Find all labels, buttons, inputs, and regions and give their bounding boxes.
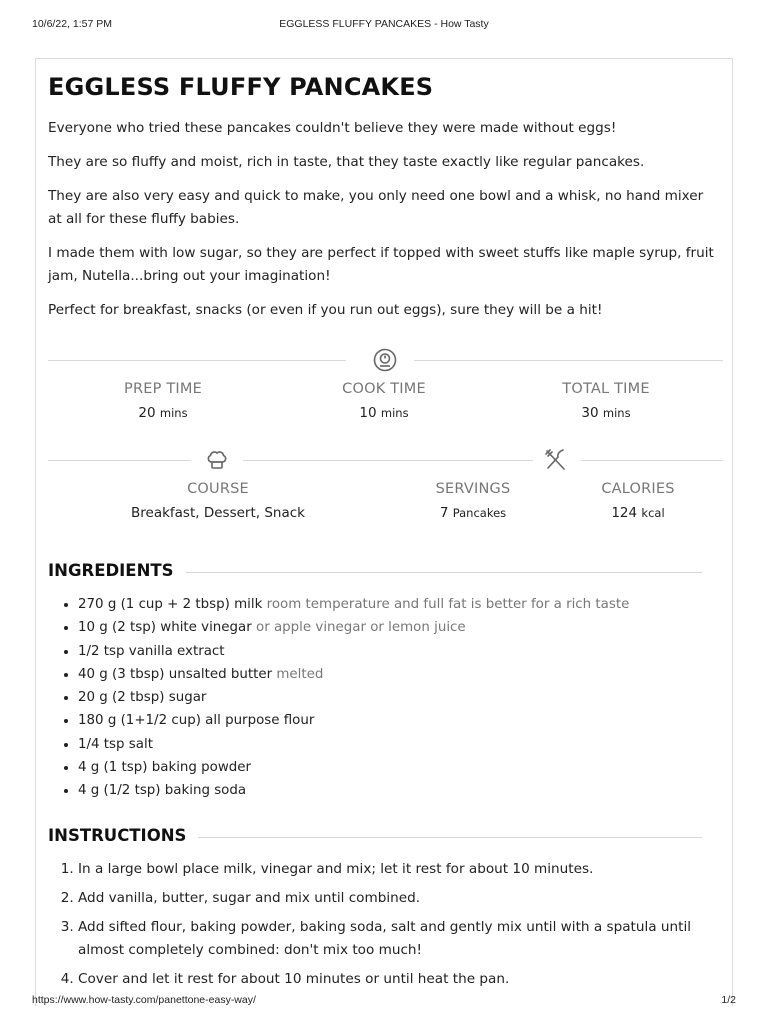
total-time-value: [531, 405, 681, 421]
prep-time: [88, 381, 238, 421]
details-divider: [48, 447, 720, 473]
ingredient-item: [78, 756, 720, 779]
ingredient-item: [78, 640, 720, 663]
section-rule: [178, 572, 702, 573]
ingredient-text: 270 g (1 cup + 2 tbsp) milk: [78, 597, 263, 612]
instruction-step: 3. Add sifted flour, baking powder, baking soda, salt and gently mix until with a spatula until almost completely combined: don't mix too much!: [78, 916, 714, 962]
course-label: COURSE: [187, 481, 249, 497]
ingredient-note: melted: [276, 666, 324, 682]
print-date: 10/6/22, 1:57 PM: [32, 18, 112, 30]
divider-line: [581, 460, 723, 461]
total-time-number: 30: [581, 405, 599, 421]
prep-time-value: [88, 405, 238, 421]
ingredient-item: [78, 663, 720, 686]
instruction-step: 1. In a large bowl place milk, vinegar and mix; let it rest for about 10 minutes.: [78, 858, 714, 881]
ingredient-text: 4 g (1 tsp) baking powder: [78, 760, 252, 776]
divider-line: [414, 360, 723, 361]
instructions-list: [48, 858, 714, 997]
servings-label: SERVINGS: [435, 481, 511, 497]
recipe-title: EGGLESS FLUFFY PANCAKES: [48, 73, 434, 101]
cook-time: [309, 381, 459, 421]
timer-icon: [372, 347, 398, 373]
print-footer: [32, 994, 736, 1010]
servings-unit: Pancakes: [452, 506, 507, 520]
calories-number: 124: [611, 505, 638, 521]
print-url: https://www.how-tasty.com/panettone-easy-way/: [32, 994, 256, 1006]
course: [103, 481, 333, 521]
servings-value: [398, 505, 548, 521]
prep-time-label: PREP TIME: [124, 381, 202, 397]
ingredient-text: 1/2 tsp vanilla extract: [78, 643, 225, 659]
course-value: Breakfast, Dessert, Snack: [131, 505, 305, 521]
ingredients-heading: INGREDIENTS: [48, 561, 186, 580]
ingredient-text: 10 g (2 tsp) white vinegar: [78, 620, 252, 636]
prep-time-unit: mins: [159, 406, 188, 420]
total-time-unit: mins: [602, 406, 631, 420]
ingredient-item: [78, 733, 720, 756]
intro-paragraph: Perfect for breakfast, snacks (or even if you run out eggs), sure they will be a hit!: [48, 302, 603, 318]
servings-number: 7: [439, 505, 449, 521]
recipe-card: [35, 58, 733, 1006]
recipe-intro: [48, 117, 720, 333]
print-header: [32, 14, 736, 34]
ingredient-note: room temperature and full fat is better for a rich taste: [266, 597, 630, 612]
cook-time-label: COOK TIME: [342, 381, 426, 397]
cook-time-number: 10: [359, 405, 377, 421]
total-time: [531, 381, 681, 421]
ingredients-list: [48, 593, 720, 803]
intro-paragraph: They are so fluffy and moist, rich in taste, that they taste exactly like regular pancakes.: [48, 154, 645, 170]
ingredient-item: [78, 686, 720, 709]
ingredient-text: 4 g (1/2 tsp) baking soda: [78, 783, 247, 799]
instructions-heading-row: [48, 826, 720, 848]
cook-time-value: [309, 405, 459, 421]
intro-paragraph: I made them with low sugar, so they are perfect if topped with sweet stuffs like maple syrup, fruit jam, Nutella...bring out your imagination!: [48, 245, 714, 284]
ingredient-text: 40 g (3 tbsp) unsalted butter: [78, 666, 273, 682]
ingredient-item: [78, 616, 720, 639]
ingredients-heading-row: [48, 561, 720, 583]
ingredient-item: [78, 593, 720, 616]
ingredient-text: 1/4 tsp salt: [78, 736, 153, 752]
instruction-step: 4. Cover and let it rest for about 10 minutes or until heat the pan.: [78, 968, 714, 991]
ingredient-text: 20 g (2 tbsp) sugar: [78, 690, 207, 706]
prep-time-number: 20: [138, 405, 156, 421]
divider-line: [48, 360, 346, 361]
calories-value: [563, 505, 713, 521]
chef-hat-icon: [204, 447, 230, 473]
servings: [398, 481, 548, 521]
instructions-heading: INSTRUCTIONS: [48, 826, 198, 845]
instruction-step: 2. Add vanilla, butter, sugar and mix until combined.: [78, 887, 714, 910]
print-page-title: EGGLESS FLUFFY PANCAKES - How Tasty: [279, 18, 489, 30]
ingredient-text: 180 g (1+1/2 cup) all purpose flour: [78, 713, 315, 729]
print-page-number: 1/2: [721, 994, 736, 1006]
calories-unit: kcal: [641, 506, 665, 520]
ingredient-item: [78, 709, 720, 732]
cook-time-unit: mins: [380, 406, 409, 420]
ingredient-note: or apple vinegar or lemon juice: [256, 620, 466, 636]
divider-line: [48, 460, 191, 461]
ingredient-item: [78, 779, 720, 802]
fork-knife-icon: [543, 447, 569, 473]
times-divider: [48, 347, 720, 373]
intro-paragraph: Everyone who tried these pancakes couldn't believe they were made without eggs!: [48, 120, 617, 136]
calories: [563, 481, 713, 521]
calories-label: CALORIES: [601, 481, 675, 497]
section-rule: [193, 837, 702, 838]
divider-line: [243, 460, 533, 461]
intro-paragraph: They are also very easy and quick to make, you only need one bowl and a whisk, no hand mixer at all for these fluffy babies.: [48, 188, 704, 227]
total-time-label: TOTAL TIME: [562, 381, 650, 397]
